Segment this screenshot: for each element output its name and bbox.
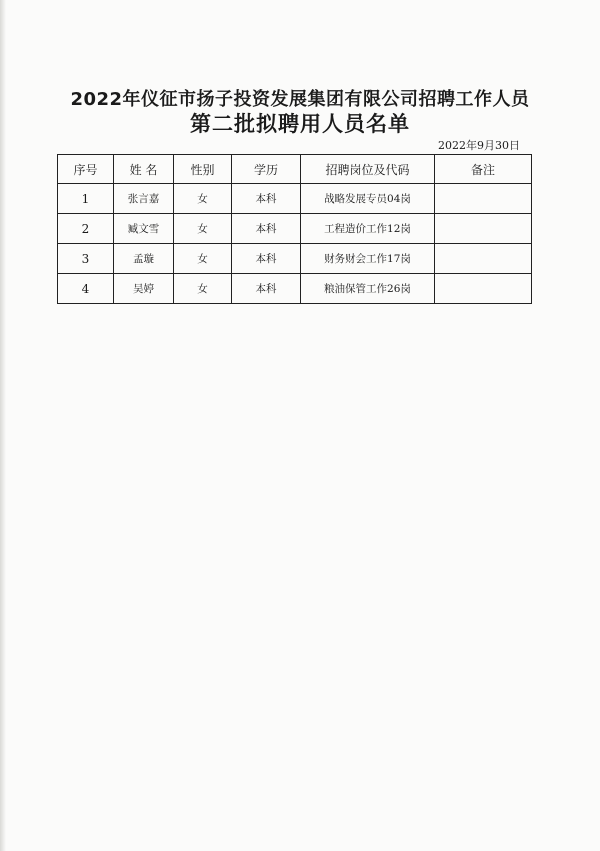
- row-serial-number: 3: [58, 244, 114, 274]
- row-gender: 女: [174, 244, 232, 274]
- header-name: 姓 名: [114, 155, 174, 184]
- table-row: [58, 184, 532, 214]
- header-gender: 性别: [174, 155, 232, 184]
- row-education: 本科: [232, 184, 301, 214]
- row-gender: 女: [174, 274, 232, 304]
- row-remark: [435, 244, 532, 274]
- header-education: 学历: [232, 155, 301, 184]
- row-remark: [435, 274, 532, 304]
- row-position: 财务财会工作17岗: [301, 244, 435, 274]
- row-remark: [435, 214, 532, 244]
- row-position: 战略发展专员04岗: [301, 184, 435, 214]
- table-row: [58, 214, 532, 244]
- document-date: 2022年9月30日: [438, 139, 520, 152]
- header-serial-number: 序号: [58, 155, 114, 184]
- row-education: 本科: [232, 244, 301, 274]
- row-serial-number: 2: [58, 214, 114, 244]
- row-remark: [435, 184, 532, 214]
- table-header-row: [58, 155, 532, 184]
- row-name: 臧文雪: [114, 214, 174, 244]
- row-education: 本科: [232, 274, 301, 304]
- document-title: 2022年仪征市扬子投资发展集团有限公司招聘工作人员: [70, 89, 530, 110]
- row-name: 张言嘉: [114, 184, 174, 214]
- row-name: 吴婷: [114, 274, 174, 304]
- row-serial-number: 1: [58, 184, 114, 214]
- header-remark: 备注: [435, 155, 532, 184]
- row-serial-number: 4: [58, 274, 114, 304]
- row-name: 孟璇: [114, 244, 174, 274]
- document-subtitle: 第二批拟聘用人员名单: [190, 112, 410, 136]
- table-row: [58, 244, 532, 274]
- header-position-code: 招聘岗位及代码: [301, 155, 435, 184]
- table-row: [58, 274, 532, 304]
- row-position: 工程造价工作12岗: [301, 214, 435, 244]
- row-gender: 女: [174, 214, 232, 244]
- hiring-roster-table: [57, 154, 532, 304]
- row-education: 本科: [232, 214, 301, 244]
- row-position: 粮油保管工作26岗: [301, 274, 435, 304]
- row-gender: 女: [174, 184, 232, 214]
